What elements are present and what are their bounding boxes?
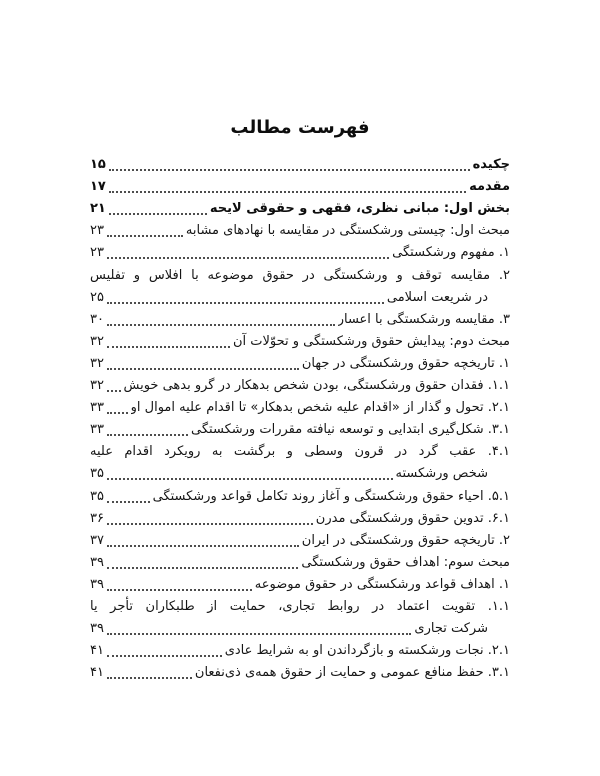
toc-list — [90, 153, 510, 683]
toc-entry-page-number: ۳۹ — [90, 576, 104, 592]
toc-entry-title: مبحث اول: چیستی ورشکستگی در مقایسه با نهادهای مشابه — [185, 223, 510, 239]
toc-entry-page-number: ۱۵ — [90, 157, 106, 173]
toc-entry-page-number: ۲۳ — [90, 223, 104, 239]
toc-entry[interactable] — [90, 551, 510, 573]
toc-entry[interactable] — [90, 639, 510, 661]
dotted-leader — [109, 191, 466, 193]
toc-entry-page-number: ۲۵ — [90, 289, 104, 305]
dotted-leader — [107, 235, 183, 237]
toc-entry-title: مبحث دوم: پیدایش حقوق ورشکستگی و تحوّلات آن — [232, 333, 510, 349]
dotted-leader — [107, 412, 128, 414]
toc-entry-title: در شریعت اسلامی — [386, 289, 488, 305]
toc-entry-page-number: ۳۶ — [90, 510, 104, 526]
toc-entry[interactable] — [90, 286, 510, 308]
toc-entry[interactable] — [90, 330, 510, 352]
dotted-leader — [107, 633, 411, 635]
dotted-leader — [107, 677, 192, 679]
toc-entry-page-number: ۳۳ — [90, 400, 104, 416]
toc-entry-page-number: ۳۵ — [90, 466, 104, 482]
dotted-leader — [107, 545, 299, 547]
toc-entry-title: ۱.۱. فقدان حقوق ورشکستگی، بودن شخص بدهکار در گرو بدهی خویش — [123, 378, 510, 394]
toc-entry[interactable] — [90, 241, 510, 263]
toc-entry-title: ۲. تاریخچه حقوق ورشکستگی در ایران — [301, 532, 510, 548]
dotted-leader — [107, 567, 298, 569]
toc-entry-page-number: ۳۹ — [90, 554, 104, 570]
toc-entry[interactable] — [90, 153, 510, 175]
toc-entry-page-number: ۴۱ — [90, 643, 104, 659]
dotted-leader — [107, 390, 121, 392]
toc-entry[interactable] — [90, 308, 510, 330]
toc-entry[interactable] — [90, 440, 510, 462]
dotted-leader — [107, 324, 335, 326]
toc-entry-page-number: ۳۹ — [90, 621, 104, 637]
toc-entry-title: ۱.۱. تقویت اعتماد در روابط تجاری، حمایت از طلبکاران تأجر یا — [90, 598, 510, 614]
dotted-leader — [107, 589, 252, 591]
toc-entry-title: ۳.۱. شکل‌گیری ابتدایی و توسعه نیافته مقررات ورشکستگی — [191, 422, 510, 438]
toc-entry[interactable] — [90, 374, 510, 396]
toc-entry-title: ۱. تاریخچه حقوق ورشکستگی در جهان — [301, 355, 510, 371]
toc-entry-title: شرکت تجاری — [414, 621, 488, 637]
toc-entry-title: ۲.۱. نجات ورشکسته و بازگرداندن او به شرایط عادی — [224, 643, 510, 659]
toc-entry[interactable] — [90, 617, 510, 639]
toc-entry-title: مقدمه — [469, 179, 510, 195]
toc-entry[interactable] — [90, 529, 510, 551]
toc-entry[interactable] — [90, 595, 510, 617]
toc-entry-title: مبحث سوم: اهداف حقوق ورشکستگی — [301, 554, 510, 570]
toc-entry-page-number: ۳۲ — [90, 333, 104, 349]
toc-entry-title: ۲. مقایسه توقف و ورشکستگی در حقوق موضوعه با افلاس و تفلیس — [90, 267, 510, 283]
toc-entry-page-number: ۳۵ — [90, 488, 104, 504]
dotted-leader — [107, 346, 230, 348]
toc-entry-page-number: ۱۷ — [90, 179, 106, 195]
toc-entry[interactable] — [90, 219, 510, 241]
dotted-leader — [107, 368, 299, 370]
toc-entry[interactable] — [90, 462, 510, 484]
toc-entry-title: بخش اول: مبانی نظری، فقهی و حقوقی لایحه — [209, 201, 510, 217]
toc-entry[interactable] — [90, 352, 510, 374]
dotted-leader — [107, 501, 150, 503]
dotted-leader — [109, 169, 470, 171]
toc-entry[interactable] — [90, 661, 510, 683]
toc-entry[interactable] — [90, 484, 510, 506]
dotted-leader — [107, 523, 313, 525]
toc-entry-title: ۶.۱. تدوین حقوق ورشکستگی مدرن — [315, 510, 510, 526]
dotted-leader — [107, 302, 384, 304]
dotted-leader — [107, 257, 389, 259]
dotted-leader — [107, 655, 222, 657]
toc-entry-title: ۱. اهداف قواعد ورشکستگی در حقوق موضوعه — [254, 576, 510, 592]
toc-entry-page-number: ۲۱ — [90, 201, 106, 217]
toc-entry-page-number: ۳۲ — [90, 355, 104, 371]
toc-entry-page-number: ۳۳ — [90, 422, 104, 438]
toc-entry-page-number: ۲۳ — [90, 245, 104, 261]
toc-entry-title: ۴.۱. عقب گرد در قرون وسطی و برگشت به رویکرد اقدام علیه — [90, 444, 510, 460]
toc-entry[interactable] — [90, 507, 510, 529]
dotted-leader — [107, 478, 393, 480]
dotted-leader — [107, 434, 188, 436]
toc-entry[interactable] — [90, 396, 510, 418]
toc-entry-title: ۳. مقایسه ورشکستگی با اعسار — [337, 311, 510, 327]
toc-entry-title: ۵.۱. احیاء حقوق ورشکستگی و آغاز روند تکامل قواعد ورشکستگی — [152, 488, 510, 504]
dotted-leader — [109, 213, 207, 215]
toc-entry[interactable] — [90, 263, 510, 285]
toc-entry[interactable] — [90, 573, 510, 595]
toc-entry-page-number: ۳۰ — [90, 311, 104, 327]
toc-entry[interactable] — [90, 197, 510, 219]
page-title: فهرست مطالب — [230, 117, 370, 138]
toc-entry-title: ۳.۱. حفظ منافع عمومی و حمایت از حقوق همه‌ی ذی‌نفعان — [194, 665, 510, 681]
toc-entry-title: شخص ورشکسته — [395, 466, 488, 482]
toc-entry-page-number: ۳۲ — [90, 378, 104, 394]
toc-entry[interactable] — [90, 418, 510, 440]
toc-entry-title: چکیده — [472, 157, 510, 173]
toc-entry-page-number: ۴۱ — [90, 665, 104, 681]
toc-entry-title: ۲.۱. تحول و گذار از «اقدام علیه شخص بدهکار» تا اقدام علیه اموال او — [130, 400, 510, 416]
toc-entry-title: ۱. مفهوم ورشکستگی — [392, 245, 510, 261]
toc-entry-page-number: ۳۷ — [90, 532, 104, 548]
toc-entry[interactable] — [90, 175, 510, 197]
